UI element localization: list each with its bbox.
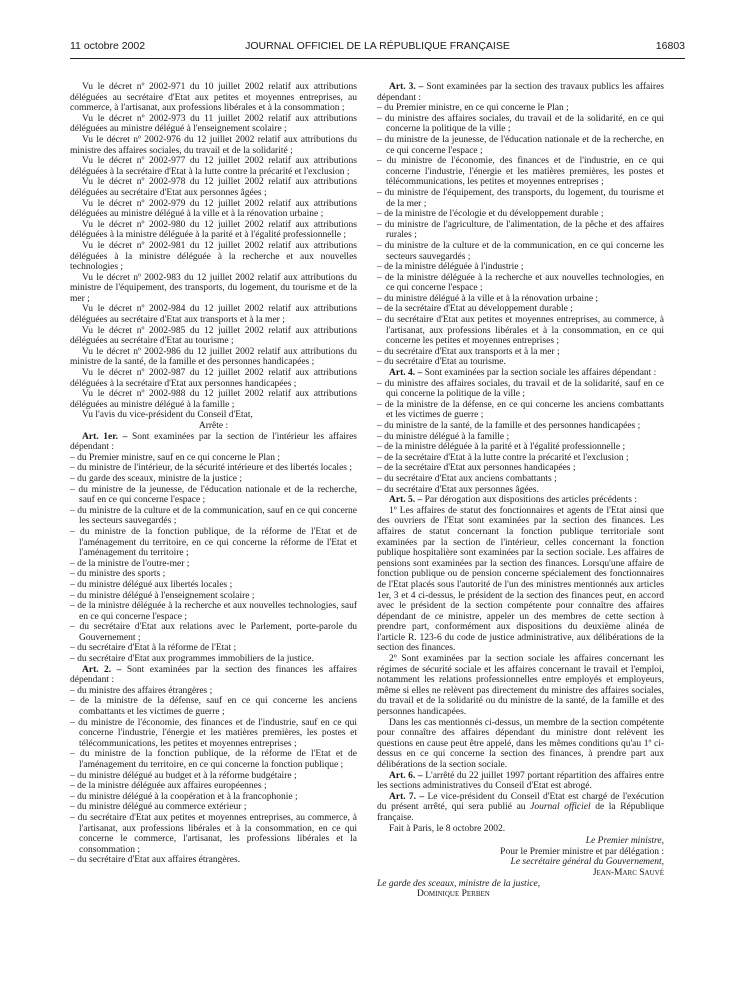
list-item: – du ministre délégué à l'enseignement scolaire ; [70, 590, 255, 601]
list-item: – du secrétaire d'Etat aux anciens combattants ; [377, 473, 557, 484]
list-item: – de la ministre de la défense, sauf en ce qui concerne les anciens combattants et les victimes de guerre ; [70, 696, 357, 718]
decree-ref: Vu le décret nº 2002-981 du 12 juillet 2002 relatif aux attributions déléguées à la ministre déléguée à la recherche et aux nouvelles technologies ; [70, 240, 357, 273]
article-4-label: Art. 4. – [389, 368, 423, 379]
article-4-intro [377, 368, 664, 379]
list-item: – du secrétaire d'Etat aux programmes immobiliers de la justice. [70, 654, 314, 665]
article-6-text: L'arrêté du 22 juillet 1997 portant répartition des affaires entre les sections administratives du Conseil d'Etat est abrogé. [377, 770, 665, 792]
list-item: – de la secrétaire d'Etat au développement durable ; [377, 304, 573, 315]
decree-ref: Vu le décret nº 2002-985 du 12 juillet 2002 relatif aux attributions déléguées au secrétaire d'Etat au tourisme ; [70, 325, 357, 347]
article-5-text: Par dérogation aux dispositions des articles précédents : [424, 495, 638, 506]
article-6-label: Art. 6. – [389, 770, 423, 781]
list-item: – du ministre de l'agriculture, de l'alimentation, de la pêche et des affaires rurales ; [377, 219, 664, 241]
list-item: – de la ministre déléguée à la parité et à l'égalité professionnelle ; [377, 442, 626, 453]
list-item: – du secrétaire d'Etat aux petites et moyennes entreprises, au commerce, à l'artisanat, aux professions libérales et à la consommation, en ce qui concerne les petites et moyennes entreprises ; [377, 315, 664, 347]
header-date: 11 octobre 2002 [70, 40, 146, 52]
list-item: – du secrétaire d'Etat à la réforme de l'Etat ; [70, 643, 237, 654]
decree-ref: Vu le décret nº 2002-979 du 12 juillet 2002 relatif aux attributions déléguées au ministre délégué à la ville et à la rénovation urbaine ; [70, 198, 357, 220]
list-item: – du ministre de la culture et de la communication, en ce qui concerne les secteurs sauvegardés ; [377, 240, 664, 262]
article-1-intro [70, 432, 357, 453]
list-item: – du Premier ministre, en ce qui concerne le Plan ; [377, 103, 569, 114]
list-item: – du secrétaire d'Etat aux petites et moyennes entreprises, au commerce, à l'artisanat, aux professions libérales et à la consommation, en ce qui concerne le commerce, l'artisanat, les professions libérales et la consommation ; [70, 812, 357, 855]
decree-ref: Vu le décret nº 2002-984 du 12 juillet 2002 relatif aux attributions déléguées au secrétaire d'Etat aux transports et à la mer ; [70, 304, 357, 326]
article-7 [377, 792, 664, 824]
list-item: – de la ministre déléguée à l'industrie ; [377, 262, 524, 273]
list-item: – du secrétaire d'Etat aux relations avec le Parlement, porte-parole du Gouvernement ; [70, 622, 357, 643]
right-column [377, 82, 664, 900]
list-item: – du ministre délégué au budget et à la réforme budgétaire ; [70, 770, 297, 781]
list-item: – du ministre de l'économie, des finances et de l'industrie, sauf en ce qui concerne l'industrie, l'énergie et les matières premières, les postes et télécommunications, les petites et moyennes entreprises ; [70, 717, 357, 749]
list-item: – de la secrétaire d'Etat à la lutte contre la précarité et l'exclusion ; [377, 452, 629, 463]
decree-ref: Vu le décret nº 2002-973 du 11 juillet 2002 relatif aux attributions déléguées au ministre délégué à l'enseignement scolaire ; [70, 113, 357, 135]
list-item: – du ministre des sports ; [70, 569, 166, 580]
list-item: – de la ministre déléguée à la recherche et aux nouvelles technologies, sauf en ce qui concerne l'espace ; [70, 601, 357, 622]
list-item: – du ministre de l'équipement, des transports, du logement, du tourisme et de la mer ; [377, 187, 664, 209]
article-6 [377, 771, 664, 792]
signatory-name: Jean-Marc Sauvé [592, 867, 664, 878]
decree-ref: Vu le décret nº 2002-980 du 12 juillet 2002 relatif aux attributions déléguées à la ministre déléguée à la parité et à l'égalité professionnelle ; [70, 219, 357, 241]
article-1-label: Art. 1er. – [82, 431, 128, 442]
list-item: – du ministre délégué à la coopération et à la francophonie ; [70, 791, 298, 802]
signatory-title: Le secrétaire général du Gouvernement, [510, 857, 664, 868]
list-item: – du secrétaire d'Etat aux personnes âgées. [377, 484, 539, 495]
list-item: – du ministre de la culture et de la communication, sauf en ce qui concerne les secteurs sauvegardés ; [70, 505, 357, 527]
article-3-label: Art. 3. – [389, 82, 424, 92]
article-7-text: Le vice-président du Conseil d'Etat est chargé de l'exécution du présent arrêté, qui sera publié au [377, 791, 664, 813]
list-item: – de la ministre déléguée à la recherche et aux nouvelles technologies, en ce qui concerne l'espace ; [377, 272, 664, 294]
signatory-name: Dominique Perben [417, 889, 490, 900]
article-5-intro [377, 495, 664, 506]
arrete-heading: Arrête : [198, 421, 229, 431]
decree-ref: Vu le décret nº 2002-971 du 10 juillet 2002 relatif aux attributions déléguées au secrétaire d'Etat aux petites et moyennes entreprises, au commerce, à l'artisanat, aux professions libérales et à la consommation ; [70, 82, 357, 114]
list-item: – du ministre de la jeunesse, de l'éducation nationale et de la recherche, en ce qui concerne l'espace ; [377, 134, 664, 156]
decree-ref: Vu le décret nº 2002-983 du 12 juillet 2002 relatif aux attributions du ministre de l'équipement, des transports, du logement, du tourisme et de la mer ; [70, 272, 357, 304]
article-4-text: Sont examinées par la section sociale les affaires dépendant : [424, 368, 657, 379]
list-item: – du garde des sceaux, ministre de la justice ; [70, 473, 243, 484]
delegation-line: Pour le Premier ministre et par délégation : [500, 846, 664, 857]
list-item: – du ministre de l'intérieur, de la sécurité intérieure et des libertés locales ; [70, 463, 353, 474]
decree-ref: Vu le décret nº 2002-987 du 12 juillet 2002 relatif aux attributions déléguées à la secrétaire d'Etat aux personnes handicapées ; [70, 368, 357, 389]
list-item: – du ministre de la jeunesse, de l'éducation nationale et de la recherche, sauf en ce qui concerne l'espace ; [70, 484, 357, 506]
list-item: – de la ministre de la défense, en ce qui concerne les anciens combattants et les victimes de guerre ; [377, 399, 664, 421]
list-item: – du ministre de l'économie, des finances et de l'industrie, en ce qui concerne l'industrie, l'énergie et les matières premières, les postes et télécommunications, les petites et moyennes entreprises ; [377, 156, 664, 188]
list-item: – de la secrétaire d'Etat aux personnes handicapées ; [377, 463, 576, 474]
article-3-intro [377, 82, 664, 103]
left-column [70, 82, 357, 866]
article-5-paragraph-1: 1º Les affaires de statut des fonctionnaires et agents de l'Etat ainsi que des ouvriers de l'Etat sont examinées par la section des finances. Les affaires de statut concernant la fonction publique territoriale sont examinées par la section de l'intérieur, celles concernant la fonction publique hospitalière sont examinées par la section sociale. Les affaires de pensions sont examinées par la section des finances. Lorsqu'une affaire de fonction publique ou de pension concerne spécialement des fonctionnaires de l'Etat placés sous l'autorité de l'un des ministres mentionnés aux articles 1er, 3 et 4 ci-dessus, le président de la section des finances peut, en accord avec le président de la section compétente pour connaître des affaires dépendant de ce ministre, appeler un des membres de cette section à prendre part, conformément aux dispositions du deuxième alinéa de l'article R. 123-6 du code de justice administrative, aux délibérations de la section des finances. [377, 505, 664, 654]
decree-ref: Vu le décret nº 2002-986 du 12 juillet 2002 relatif aux attributions du ministre de la santé, de la famille et des personnes handicapées ; [70, 346, 357, 368]
list-item: – du ministre délégué au commerce extérieur ; [70, 802, 247, 813]
article-2-text: Sont examinées par la section des finances les affaires dépendant : [70, 664, 357, 686]
decree-ref: Vu le décret nº 2002-978 du 12 juillet 2002 relatif aux attributions déléguées au secrétaire d'Etat aux personnes âgées ; [70, 177, 357, 198]
list-item: – du secrétaire d'Etat au tourisme. [377, 357, 506, 368]
signatory-title: Le Premier ministre, [585, 836, 664, 847]
article-2-intro [70, 665, 357, 686]
article-5-paragraph-2: 2º Sont examinées par la section sociale les affaires concernant les régimes de sécurité sociale et les affaires concernant le travail et l'emploi, notamment les relations professionnelles entre employés et employeurs, même si elles ne relèvent pas directement du ministre des affaires sociales, du travail et de la solidarité ou du ministre de la santé, de la famille et des personnes handicapées. [377, 654, 664, 718]
list-item: – du ministre des affaires étrangères ; [70, 685, 213, 696]
place-date: Fait à Paris, le 8 octobre 2002. [389, 823, 506, 834]
list-item: – du ministre délégué à la ville et à la rénovation urbaine ; [377, 293, 599, 304]
list-item: – de la ministre de l'outre-mer ; [70, 558, 190, 569]
list-item: – du secrétaire d'Etat aux affaires étrangères. [70, 855, 241, 866]
signature-block [377, 836, 664, 900]
list-item: – du ministre de la santé, de la famille et des personnes handicapées ; [377, 421, 641, 431]
decree-ref: Vu le décret nº 2002-977 du 12 juillet 2002 relatif aux attributions déléguées à la secrétaire d'Etat à la lutte contre la précarité et l'exclusion ; [70, 156, 357, 177]
article-7-text-end: de la République française. [377, 802, 664, 823]
page-header [70, 40, 685, 58]
journal-officiel-title: Journal officiel [530, 802, 591, 813]
header-page-number: 16803 [655, 40, 685, 52]
header-rule [70, 58, 685, 59]
article-7-label: Art. 7. – [389, 791, 425, 802]
list-item: – du ministre délégué aux libertés locales ; [70, 579, 233, 590]
list-item: – du Premier ministre, sauf en ce qui concerne le Plan ; [70, 452, 280, 463]
list-item: – de la ministre de l'écologie et du développement durable ; [377, 209, 604, 220]
list-item: – du ministre des affaires sociales, du travail et de la solidarité, en ce qui concerne la politique de la ville ; [377, 113, 664, 135]
list-item: – du secrétaire d'Etat aux transports et à la mer ; [377, 346, 560, 357]
list-item: – de la ministre déléguée aux affaires européennes ; [70, 781, 267, 792]
article-5-label: Art. 5. – [389, 495, 423, 506]
conseil-avis: Vu l'avis du vice-président du Conseil d'Etat, [82, 410, 253, 421]
decree-ref: Vu le décret nº 2002-976 du 12 juillet 2002 relatif aux attributions du ministre des affaires sociales, du travail et de la solidarité ; [70, 134, 357, 156]
article-1-text: Sont examinées par la section de l'intérieur les affaires dépendant : [70, 431, 357, 453]
list-item: – du ministre de la fonction publique, de la réforme de l'Etat et de l'aménagement du territoire, en ce qui concerne la fonction publique ; [70, 749, 357, 770]
signatory-title: Le garde des sceaux, ministre de la justice, [377, 878, 541, 889]
list-item: – du ministre de la fonction publique, de la réforme de l'Etat et de l'aménagement du territoire, en ce qui concerne la réforme de l'Etat et l'aménagement du territoire ; [70, 526, 357, 559]
article-3-text: Sont examinées par la section des travaux publics les affaires dépendant : [377, 82, 664, 103]
article-2-label: Art. 2. – [82, 664, 122, 675]
header-journal-title: JOURNAL OFFICIEL DE LA RÉPUBLIQUE FRANÇAISE [245, 40, 510, 52]
article-5-paragraph-3: Dans les cas mentionnés ci-dessus, un membre de la section compétente pour connaître des affaires dépendant du ministre dont relèvent les questions en cause peut être appelé, dans les mêmes conditions qu'au 1º ci-dessus en ce qui concerne la section des finances, à prendre part aux délibérations de la section sociale. [377, 717, 664, 770]
decree-ref: Vu le décret nº 2002-988 du 12 juillet 2002 relatif aux attributions déléguées au ministre délégué à la famille ; [70, 389, 357, 410]
list-item: – du ministre délégué à la famille ; [377, 431, 510, 442]
list-item: – du ministre des affaires sociales, du travail et de la solidarité, sauf en ce qui concerne la politique de la ville ; [377, 378, 664, 400]
